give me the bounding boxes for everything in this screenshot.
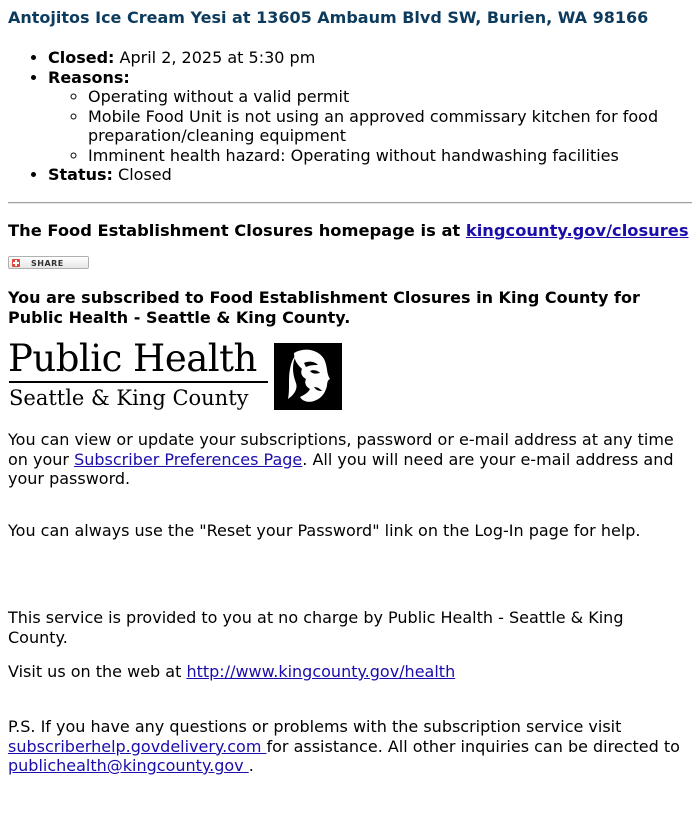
reason-item: ◦ Mobile Food Unit is not using an approved commissary kitchen for food preparation/cleaning equipment <box>88 107 688 146</box>
closure-details-list <box>8 48 688 185</box>
ps-text-middle: for assistance. All other inquiries can be directed to <box>266 736 680 756</box>
status-value: Closed <box>118 165 172 184</box>
reasons-item <box>48 68 688 166</box>
closed-value: April 2, 2025 at 5:30 pm <box>119 48 316 67</box>
public-health-logo <box>8 337 343 413</box>
subscriber-help-link[interactable]: subscriberhelp.govdelivery.com <box>8 736 267 756</box>
reasons-label: Reasons: <box>48 67 130 87</box>
closed-label: Closed: <box>48 48 115 67</box>
logo-rule <box>9 381 268 383</box>
plus-icon <box>12 259 20 267</box>
closure-title: Antojitos Ice Cream Yesi at 13605 Ambaum Blvd SW, Burien, WA 98166 <box>8 8 649 27</box>
ps-paragraph <box>8 717 698 776</box>
divider <box>8 202 692 204</box>
reasons-list <box>48 87 688 165</box>
status-item <box>48 165 688 185</box>
ps-text-end: . <box>248 756 254 775</box>
preferences-text-end: . All you will need are your e-mail address and your password. <box>8 449 674 488</box>
ps-text: P.S. If you have any questions or problems with the subscription service visit <box>8 717 622 736</box>
visit-paragraph <box>8 662 455 682</box>
preferences-text: You can view or update your subscriptions, password or e-mail address at any time on your <box>8 430 674 469</box>
reset-password-paragraph: You can always use the "Reset your Password" link on the Log-In page for help. <box>8 521 641 540</box>
visit-text: Visit us on the web at <box>8 662 187 681</box>
homepage-text: The Food Establishment Closures homepage is at <box>8 221 466 240</box>
king-county-face-icon <box>274 343 342 410</box>
logo-subtitle: Seattle & King County <box>9 386 249 410</box>
logo-title: Public Health <box>8 337 257 380</box>
status-label: Status: <box>48 165 113 184</box>
service-paragraph: This service is provided to you at no charge by Public Health - Seattle & King County. <box>8 608 624 647</box>
share-button[interactable] <box>8 256 89 269</box>
homepage-line <box>8 221 689 241</box>
subscription-notice: You are subscribed to Food Establishment Closures in King County for Public Health - Seattle & King County. <box>8 288 640 327</box>
health-website-link[interactable]: http://www.kingcounty.gov/health <box>186 662 456 681</box>
public-health-email-link[interactable]: publichealth@kingcounty.gov <box>8 756 249 775</box>
closures-homepage-link[interactable]: kingcounty.gov/closures <box>465 221 689 240</box>
share-label: SHARE <box>31 259 64 268</box>
subscriber-preferences-link[interactable]: Subscriber Preferences Page <box>74 449 303 469</box>
closed-item <box>48 48 688 68</box>
preferences-paragraph <box>8 430 692 489</box>
reason-item: ◦ Imminent health hazard: Operating without handwashing facilities <box>88 146 688 166</box>
reason-item: ◦ Operating without a valid permit <box>88 87 688 107</box>
